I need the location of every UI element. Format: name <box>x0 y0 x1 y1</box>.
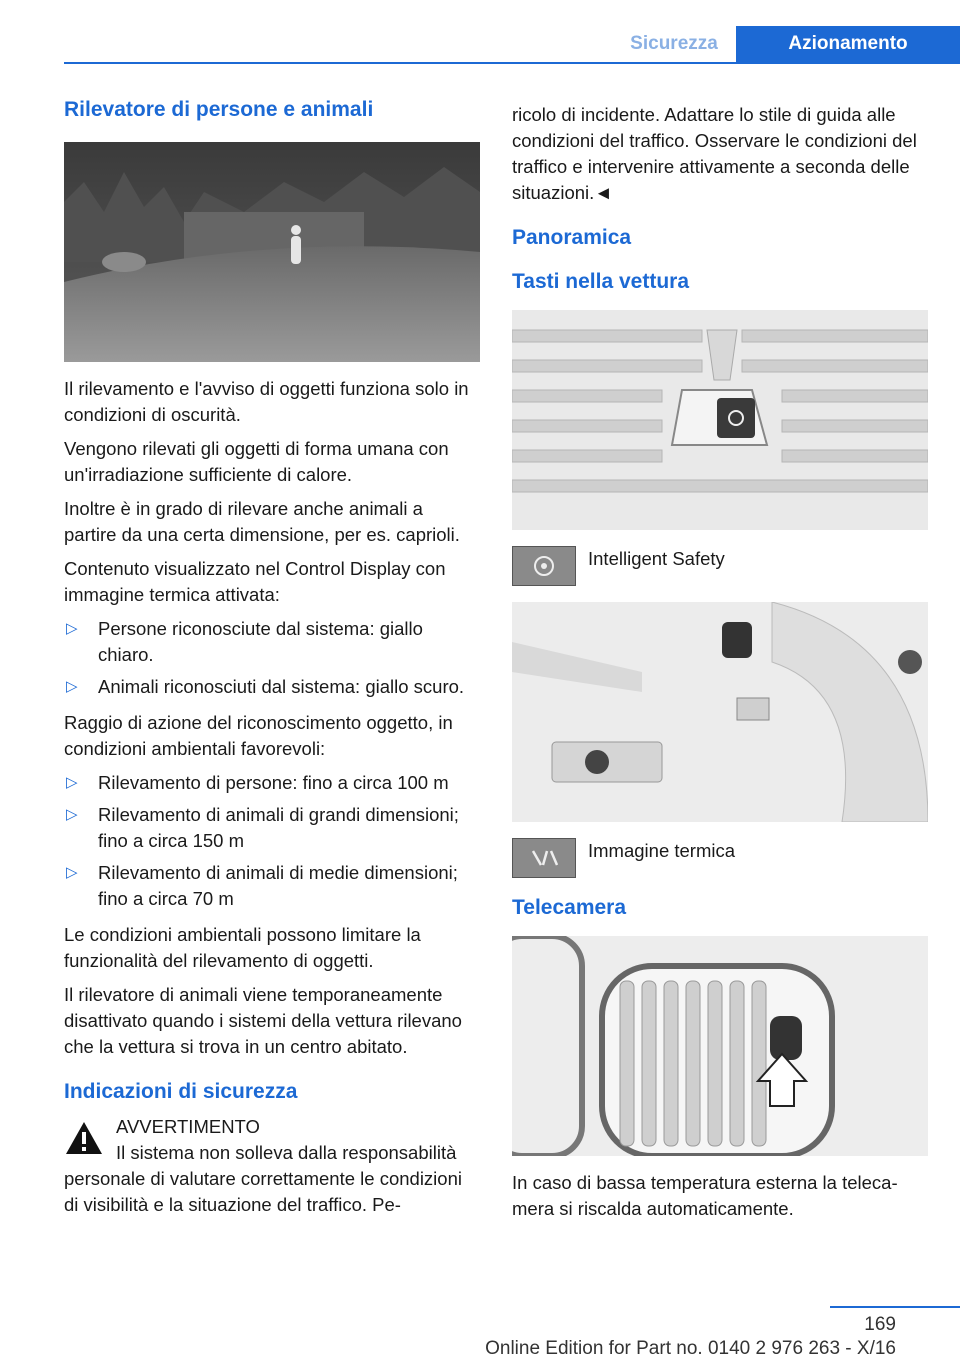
list-item: ▷ Rilevamento di persone: fino a circa 100 m <box>64 770 480 796</box>
button-panel-image <box>512 310 928 530</box>
cockpit-image <box>512 602 928 822</box>
left-column <box>64 96 480 1218</box>
list-item: ▷ Rilevamento di animali di medie dimensioni; fino a circa 70 m <box>66 862 458 909</box>
list-item: ▷ Animali riconosciuti dal sistema: giallo scuro. <box>64 674 480 700</box>
intelligent-safety-row <box>512 546 928 586</box>
section-heading-camera: Telecamera <box>512 896 627 919</box>
paragraph: Raggio di azione del riconoscimento oggetto, in condizioni ambientali favorevoli: <box>64 712 453 759</box>
triangle-bullet-icon: ▷ <box>66 806 78 823</box>
section-heading-overview: Panoramica <box>512 226 632 249</box>
thermal-image-road <box>64 142 480 362</box>
tab-azionamento[interactable]: Azionamento <box>736 26 960 62</box>
list-item: ▷ Rilevamento di animali di grandi dimensioni; fino a circa 150 m <box>66 804 459 851</box>
detected-objects-list <box>64 616 480 700</box>
section-heading-safety: Indicazioni di sicurezza <box>64 1080 298 1103</box>
paragraph-continued: ricolo di incidente. Adattare lo stile di guida alle condizioni del traffico. Osservare le condizioni del traffico e intervenire attivamente a seconda delle situazioni.◄ <box>512 104 917 203</box>
triangle-bullet-icon: ▷ <box>66 774 78 791</box>
paragraph: Le condizioni ambientali possono limitare la funzionalità del rilevamento di oggetti. <box>64 924 421 971</box>
footer-rule <box>830 1306 960 1308</box>
tab-sicurezza[interactable]: Sicurezza <box>612 26 736 62</box>
thermal-image-row <box>512 838 928 878</box>
edition-note: Online Edition for Part no. 0140 2 976 263 - X/16 <box>485 1338 896 1359</box>
paragraph: Contenuto visualizzato nel Control Display con immagine termica attivata: <box>64 558 446 605</box>
triangle-bullet-icon: ▷ <box>66 864 78 881</box>
right-column <box>512 102 928 1230</box>
thermal-image-button-icon[interactable] <box>512 838 576 878</box>
warning-title: AVVERTIMENTO <box>116 1116 260 1137</box>
range-list <box>64 770 480 912</box>
triangle-bullet-icon: ▷ <box>66 620 78 637</box>
intelligent-safety-label: Intelligent Safety <box>588 548 725 569</box>
section-heading-detector: Rilevatore di persone e animali <box>64 98 374 121</box>
paragraph: Il rilevamento e l'avviso di oggetti funziona solo in condizioni di oscurità. <box>64 378 469 425</box>
camera-grille-image <box>512 936 928 1156</box>
paragraph: Vengono rilevati gli oggetti di forma umana con un'irradiazione sufficiente di calore. <box>64 438 449 485</box>
warning-block <box>64 1114 480 1218</box>
thermal-image-label: Immagine termica <box>588 840 736 861</box>
header-rule <box>64 62 960 64</box>
paragraph: In caso di bassa temperatura esterna la telecamera si riscalda automaticamente. <box>512 1172 898 1219</box>
subheading-buttons: Tasti nella vettura <box>512 270 690 293</box>
intelligent-safety-button-icon[interactable] <box>512 546 576 586</box>
triangle-bullet-icon: ▷ <box>66 678 78 695</box>
warning-triangle-icon <box>64 1120 104 1156</box>
page-number: 169 <box>864 1314 896 1335</box>
paragraph: Il rilevatore di animali viene temporaneamente disattivato quando i sistemi della vettura rilevano che la vettura si trova in un centro abitato. <box>64 984 462 1057</box>
list-item: ▷ Persone riconosciute dal sistema: giallo chiaro. <box>66 618 423 665</box>
warning-text: Il sistema non solleva dalla responsabilità personale di valutare correttamente le condizioni di visibilità e la situazione del traffico. Pe- <box>64 1142 462 1215</box>
paragraph: Inoltre è in grado di rilevare anche animali a partire da una certa dimensione, per es. caprioli. <box>64 498 460 545</box>
